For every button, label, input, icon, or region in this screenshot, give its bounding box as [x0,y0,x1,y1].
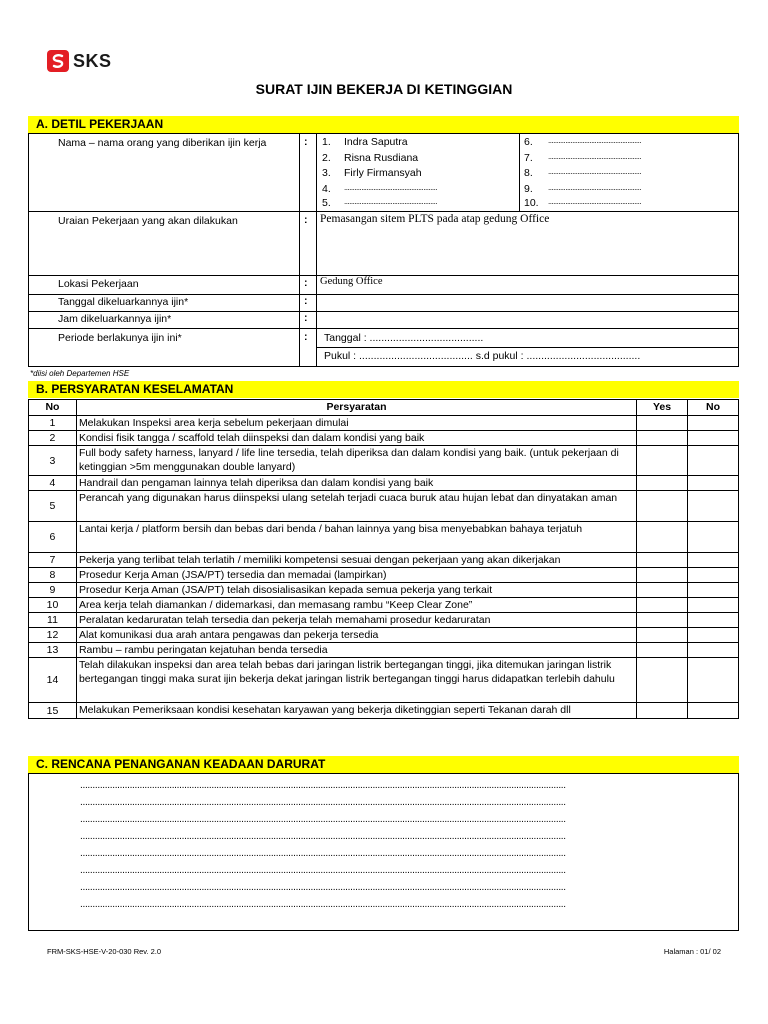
form-code: FRM-SKS-HSE-V-20-030 Rev. 2.0 [47,947,162,956]
no-checkbox-cell[interactable] [688,628,739,643]
name-entry-7[interactable] [524,152,642,164]
table-row [29,628,739,643]
no-checkbox-cell[interactable] [688,658,739,703]
requirement-text: Melakukan Pemeriksaan kondisi kesehatan karyawan yang bekerja diketinggian seperti Tekanan darah dll [76,703,636,719]
issue-date-colon: : [304,295,308,307]
row-number: 8 [29,568,77,583]
section-a-heading: A. DETIL PEKERJAAN [28,116,739,133]
name-num: 7. [524,152,533,164]
table-row [29,446,739,476]
table-row [29,643,739,658]
dotted-line[interactable]: .................................................................................................................................................................................................... [80,780,566,791]
table-row [29,431,739,446]
table-row [29,476,739,491]
name-value: ...................................................... [548,183,642,192]
table-row [29,522,739,553]
col-header-yes: Yes [637,400,688,416]
table-row [29,613,739,628]
name-num: 9. [524,183,533,195]
names-label: Nama – nama orang yang diberikan ijin kerja [58,137,267,149]
row-number: 14 [29,658,77,703]
name-entry-3[interactable] [322,167,422,179]
name-entry-1[interactable] [322,136,408,148]
requirement-text: Prosedur Kerja Aman (JSA/PT) telah disosialisasikan kepada semua pekerja yang terkait [76,583,636,598]
table-row [29,416,739,431]
table-row [29,491,739,522]
hse-footnote: *diisi oleh Departemen HSE [30,369,130,378]
yes-checkbox-cell[interactable] [637,522,688,553]
requirement-text: Peralatan kedaruratan telah tersedia dan pekerja telah memahami prosedur kedaruratan [76,613,636,628]
name-entry-10[interactable] [524,197,642,209]
requirement-text: Alat komunikasi dua arah antara pengawas dan pekerja tersedia [76,628,636,643]
name-value: ...................................................... [344,197,438,206]
company-logo [47,50,112,72]
name-value: ...................................................... [548,136,642,145]
no-checkbox-cell[interactable] [688,431,739,446]
yes-checkbox-cell[interactable] [637,446,688,476]
yes-checkbox-cell[interactable] [637,416,688,431]
period-date-field[interactable]: Tanggal : ....................................... [324,332,484,344]
table-row [29,553,739,568]
yes-checkbox-cell[interactable] [637,553,688,568]
row-number: 11 [29,613,77,628]
row-number: 2 [29,431,77,446]
requirement-text: Rambu – rambu peringatan kejatuhan benda tersedia [76,643,636,658]
document-title: SURAT IJIN BEKERJA DI KETINGGIAN [255,81,513,97]
location-label: Lokasi Pekerjaan [58,278,139,290]
no-checkbox-cell[interactable] [688,703,739,719]
row-number: 9 [29,583,77,598]
row-number: 6 [29,522,77,553]
name-value: ...................................................... [548,152,642,161]
period-colon: : [304,331,308,343]
name-entry-6[interactable] [524,136,642,148]
requirement-text: Pekerja yang terlibat telah terlatih / memiliki kompetensi sesuai dengan pekerjaan yang akan dikerjakan [76,553,636,568]
row-number: 5 [29,491,77,522]
name-num: 3. [322,167,331,179]
no-checkbox-cell[interactable] [688,643,739,658]
name-num: 5. [322,197,331,209]
name-value: ...................................................... [548,167,642,176]
period-time-field[interactable]: Pukul : ....................................... s.d pukul : ....................................... [324,350,641,362]
no-checkbox-cell[interactable] [688,446,739,476]
issue-time-label: Jam dikeluarkannya ijin* [58,313,172,325]
logo-text: SKS [73,50,112,71]
table-header-row [29,400,739,416]
yes-checkbox-cell[interactable] [637,598,688,613]
name-value: Risna Rusdiana [344,152,419,164]
name-entry-8[interactable] [524,167,642,179]
table-row [29,658,739,703]
requirement-text: Telah dilakukan inspeksi dan area telah bebas dari jaringan listrik bertegangan tinggi, jika ditemukan jaringan listrik bertegangan tinggi maka surat ijin bekerja dekat jaringan listrik bertegangan tinggi harus didapatkan terlebih dahulu [76,658,636,703]
name-num: 8. [524,167,533,179]
dotted-line[interactable]: .................................................................................................................................................................................................... [80,865,566,876]
name-entry-2[interactable] [322,152,419,164]
row-number: 7 [29,553,77,568]
yes-checkbox-cell[interactable] [637,491,688,522]
requirement-text: Prosedur Kerja Aman (JSA/PT) tersedia dan memadai (lampirkan) [76,568,636,583]
table-row [29,703,739,719]
requirement-text: Melakukan Inspeksi area kerja sebelum pekerjaan dimulai [76,416,636,431]
yes-checkbox-cell[interactable] [637,583,688,598]
no-checkbox-cell[interactable] [688,583,739,598]
period-label: Periode berlakunya ijin ini* [58,332,182,344]
col-header-no: No [29,400,77,416]
col-header-requirement: Persyaratan [76,400,636,416]
names-colon: : [304,136,308,148]
yes-checkbox-cell[interactable] [637,628,688,643]
row-number: 13 [29,643,77,658]
dotted-line[interactable]: .................................................................................................................................................................................................... [80,848,566,859]
requirement-text: Area kerja telah diamankan / didemarkasi, dan memasang rambu “Keep Clear Zone” [76,598,636,613]
row-number: 12 [29,628,77,643]
no-checkbox-cell[interactable] [688,491,739,522]
dotted-line[interactable]: .................................................................................................................................................................................................... [80,797,566,808]
row-number: 10 [29,598,77,613]
location-field[interactable]: Gedung Office [320,276,383,287]
row-number: 3 [29,446,77,476]
name-num: 1. [322,136,331,148]
no-checkbox-cell[interactable] [688,522,739,553]
description-label: Uraian Pekerjaan yang akan dilakukan [58,215,238,227]
requirement-text: Handrail dan pengaman lainnya telah diperiksa dan dalam kondisi yang baik [76,476,636,491]
row-number: 1 [29,416,77,431]
dotted-line[interactable]: .................................................................................................................................................................................................... [80,831,566,842]
dotted-line[interactable]: .................................................................................................................................................................................................... [80,882,566,893]
description-field[interactable]: Pemasangan sitem PLTS pada atap gedung Office [320,213,550,225]
yes-checkbox-cell[interactable] [637,703,688,719]
name-num: 10. [524,197,539,209]
name-entry-4[interactable] [322,183,438,195]
table-row [29,598,739,613]
name-entry-9[interactable] [524,183,642,195]
location-colon: : [304,277,308,289]
requirements-table [28,399,739,719]
name-num: 4. [322,183,331,195]
yes-checkbox-cell[interactable] [637,568,688,583]
name-num: 2. [322,152,331,164]
no-checkbox-cell[interactable] [688,568,739,583]
description-colon: : [304,214,308,226]
issue-date-field[interactable] [317,295,738,311]
no-checkbox-cell[interactable] [688,553,739,568]
sks-logo-icon [47,50,69,72]
row-number: 4 [29,476,77,491]
issue-time-field[interactable] [317,312,738,328]
requirement-text: Full body safety harness, lanyard / life line tersedia, telah diperiksa dan dalam kondisi yang baik. (untuk pekerjaan di ketinggian >5m menggunakan double lanyard) [76,446,636,476]
page-number: Halaman : 01/ 02 [663,947,721,956]
issue-time-colon: : [304,312,308,324]
no-checkbox-cell[interactable] [688,598,739,613]
section-a-table [28,133,739,367]
name-num: 6. [524,136,533,148]
section-c-heading: C. RENCANA PENANGANAN KEADAAN DARURAT [28,756,739,773]
no-checkbox-cell[interactable] [688,416,739,431]
section-b-heading: B. PERSYARATAN KESELAMATAN [28,381,739,398]
issue-date-label: Tanggal dikeluarkannya ijin* [58,296,189,308]
yes-checkbox-cell[interactable] [637,643,688,658]
dotted-line[interactable]: .................................................................................................................................................................................................... [80,899,566,910]
name-value: Indra Saputra [344,136,408,148]
requirement-text: Kondisi fisik tangga / scaffold telah diinspeksi dan dalam kondisi yang baik [76,431,636,446]
yes-checkbox-cell[interactable] [637,476,688,491]
yes-checkbox-cell[interactable] [637,658,688,703]
no-checkbox-cell[interactable] [688,613,739,628]
name-value: Firly Firmansyah [344,167,422,179]
requirement-text: Lantai kerja / platform bersih dan bebas dari benda / bahan lainnya yang bisa menyebabkan bahaya terjatuh [76,522,636,553]
yes-checkbox-cell[interactable] [637,613,688,628]
name-value: ...................................................... [344,183,438,192]
dotted-line[interactable]: .................................................................................................................................................................................................... [80,814,566,825]
row-number: 15 [29,703,77,719]
name-value: ...................................................... [548,197,642,206]
col-header-no-answer: No [688,400,739,416]
table-row [29,568,739,583]
yes-checkbox-cell[interactable] [637,431,688,446]
name-entry-5[interactable] [322,197,438,209]
no-checkbox-cell[interactable] [688,476,739,491]
requirement-text: Perancah yang digunakan harus diinspeksi ulang setelah terjadi cuaca buruk atau hujan lebat dan dinyatakan aman [76,491,636,522]
table-row [29,583,739,598]
